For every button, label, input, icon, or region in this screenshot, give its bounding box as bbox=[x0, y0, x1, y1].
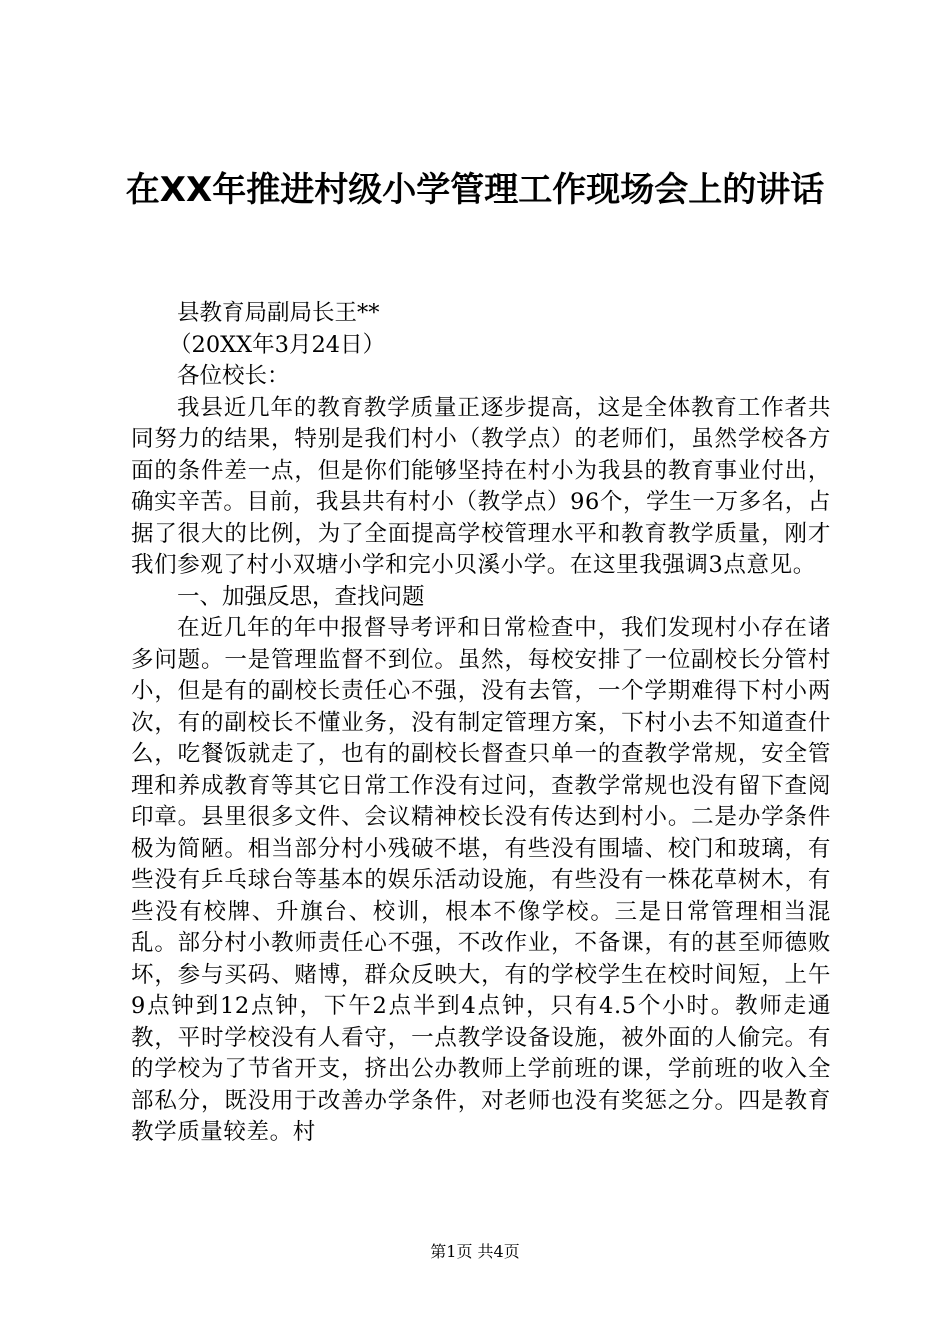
author-line: 县教育局副局长王** bbox=[177, 300, 380, 326]
document-body bbox=[131, 298, 831, 1149]
document-title: 在XX年推进村级小学管理工作现场会上的讲话 bbox=[125, 170, 825, 210]
paragraph-intro: 我县近几年的教育教学质量正逐步提高，这是全体教育工作者共同努力的结果，特别是我们村小（教学点）的老师们，虽然学校各方面的条件差一点，但是你们能够坚持在村小为我县的教育事业付出，确实辛苦。目前，我县共有村小（教学点）96个，学生一万多名，占据了很大的比例，为了全面提高学校管理水平和教育教学质量，刚才我们参观了村小双塘小学和完小贝溪小学。在这里我强调3点意见。 bbox=[131, 394, 831, 578]
section-heading-1: 一、加强反思，查找问题 bbox=[177, 583, 425, 610]
paragraph-problems: 在近几年的年中报督导考评和日常检查中，我们发现村小存在诸多问题。一是管理监督不到位。虽然，每校安排了一位副校长分管村小，但是有的副校长责任心不强，没有去管，一个学期难得下村小两次，有的副校长不懂业务，没有制定管理方案，下村小去不知道查什么，吃餐饭就走了，也有的副校长督查只单一的查教学常规，安全管理和养成教育等其它日常工作没有过问，查教学常规也没有留下查阅印章。县里很多文件、会议精神校长没有传达到村小。二是办学条件极为简陋。相当部分村小残破不堪，有些没有围墙、校门和玻璃，有些没有乒乓球台等基本的娱乐活动设施，有些没有一株花草树木，有些没有校牌、升旗台、校训，根本不像学校。三是日常管理相当混乱。部分村小教师责任心不强，不改作业，不备课，有的甚至师德败坏，参与买码、赌博，群众反映大，有的学校学生在校时间短，上午9点钟到12点钟，下午2点半到4点钟，只有4.5个小时。教师走通教，平时学校没有人看守，一点教学设备设施，被外面的人偷完。有的学校为了节省开支，挤出公办教师上学前班的课，学前班的收入全部私分，既没用于改善办学条件，对老师也没有奖惩之分。四是教育教学质量较差。村 bbox=[131, 615, 831, 1145]
salutation: 各位校长： bbox=[177, 363, 290, 389]
page-footer: 第1页 共4页 bbox=[430, 1242, 520, 1261]
date-line: （20XX年3月24日） bbox=[169, 331, 386, 358]
